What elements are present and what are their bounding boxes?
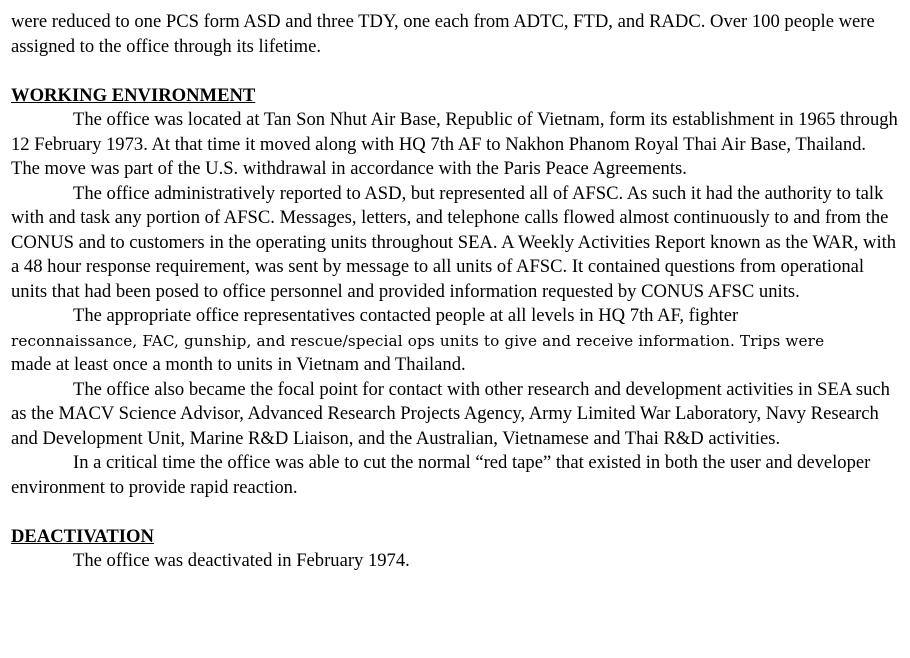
working-environment-paragraph-3 — [11, 304, 899, 378]
working-environment-paragraph-1: The office was located at Tan Son Nhut Air Base, Republic of Vietnam, form its establishment in 1965 through 12 February 1973. At that time it moved along with HQ 7th AF to Nakhon Phanom Royal Thai Air Base, Thailand. The move was part of the U.S. withdrawal in accordance with the Paris Peace Agreements. — [11, 109, 898, 179]
paragraph-3-line-1: The appropriate office representatives contacted people at all levels in HQ 7th AF, fighter — [73, 305, 739, 326]
working-environment-heading: WORKING ENVIRONMENT — [11, 84, 256, 106]
working-environment-paragraph-4: The office also became the focal point for contact with other research and development activities in SEA such as the MACV Science Advisor, Advanced Research Projects Agency, Army Limited War Laboratory, Navy Research and Development Unit, Marine R&D Liaison, and the Australian, Vietnamese and Thai R&D activities. — [11, 378, 890, 449]
deactivation-heading: DEACTIVATION — [11, 525, 154, 547]
document-page — [11, 10, 899, 574]
intro-paragraph: were reduced to one PCS form ASD and three TDY, one each from ADTC, FTD, and RADC. Over 100 people were assigned to the office through its lifetime. — [11, 11, 875, 57]
deactivation-paragraph: The office was deactivated in February 1974. — [73, 550, 410, 571]
working-environment-paragraph-2: The office administratively reported to ASD, but represented all of AFSC. As such it had the authority to talk with and task any portion of AFSC. Messages, letters, and telephone calls flowed almost continuously to and from the CONUS and to customers in the operating units throughout SEA. A Weekly Activities Report known as the WAR, with a 48 hour response requirement, was sent by message to all units of AFSC. It contained questions from operational units that had been posed to office personnel and provided information requested by CONUS AFSC units. — [11, 182, 897, 302]
paragraph-3-line-3: made at least once a month to units in Vietnam and Thailand. — [11, 354, 466, 375]
paragraph-3-line-2: reconnaissance, FAC, gunship, and rescue/special ops units to give and receive information. Trips were — [11, 331, 825, 350]
working-environment-paragraph-5: In a critical time the office was able to cut the normal “red tape” that existed in both the user and developer environment to provide rapid reaction. — [11, 452, 871, 498]
